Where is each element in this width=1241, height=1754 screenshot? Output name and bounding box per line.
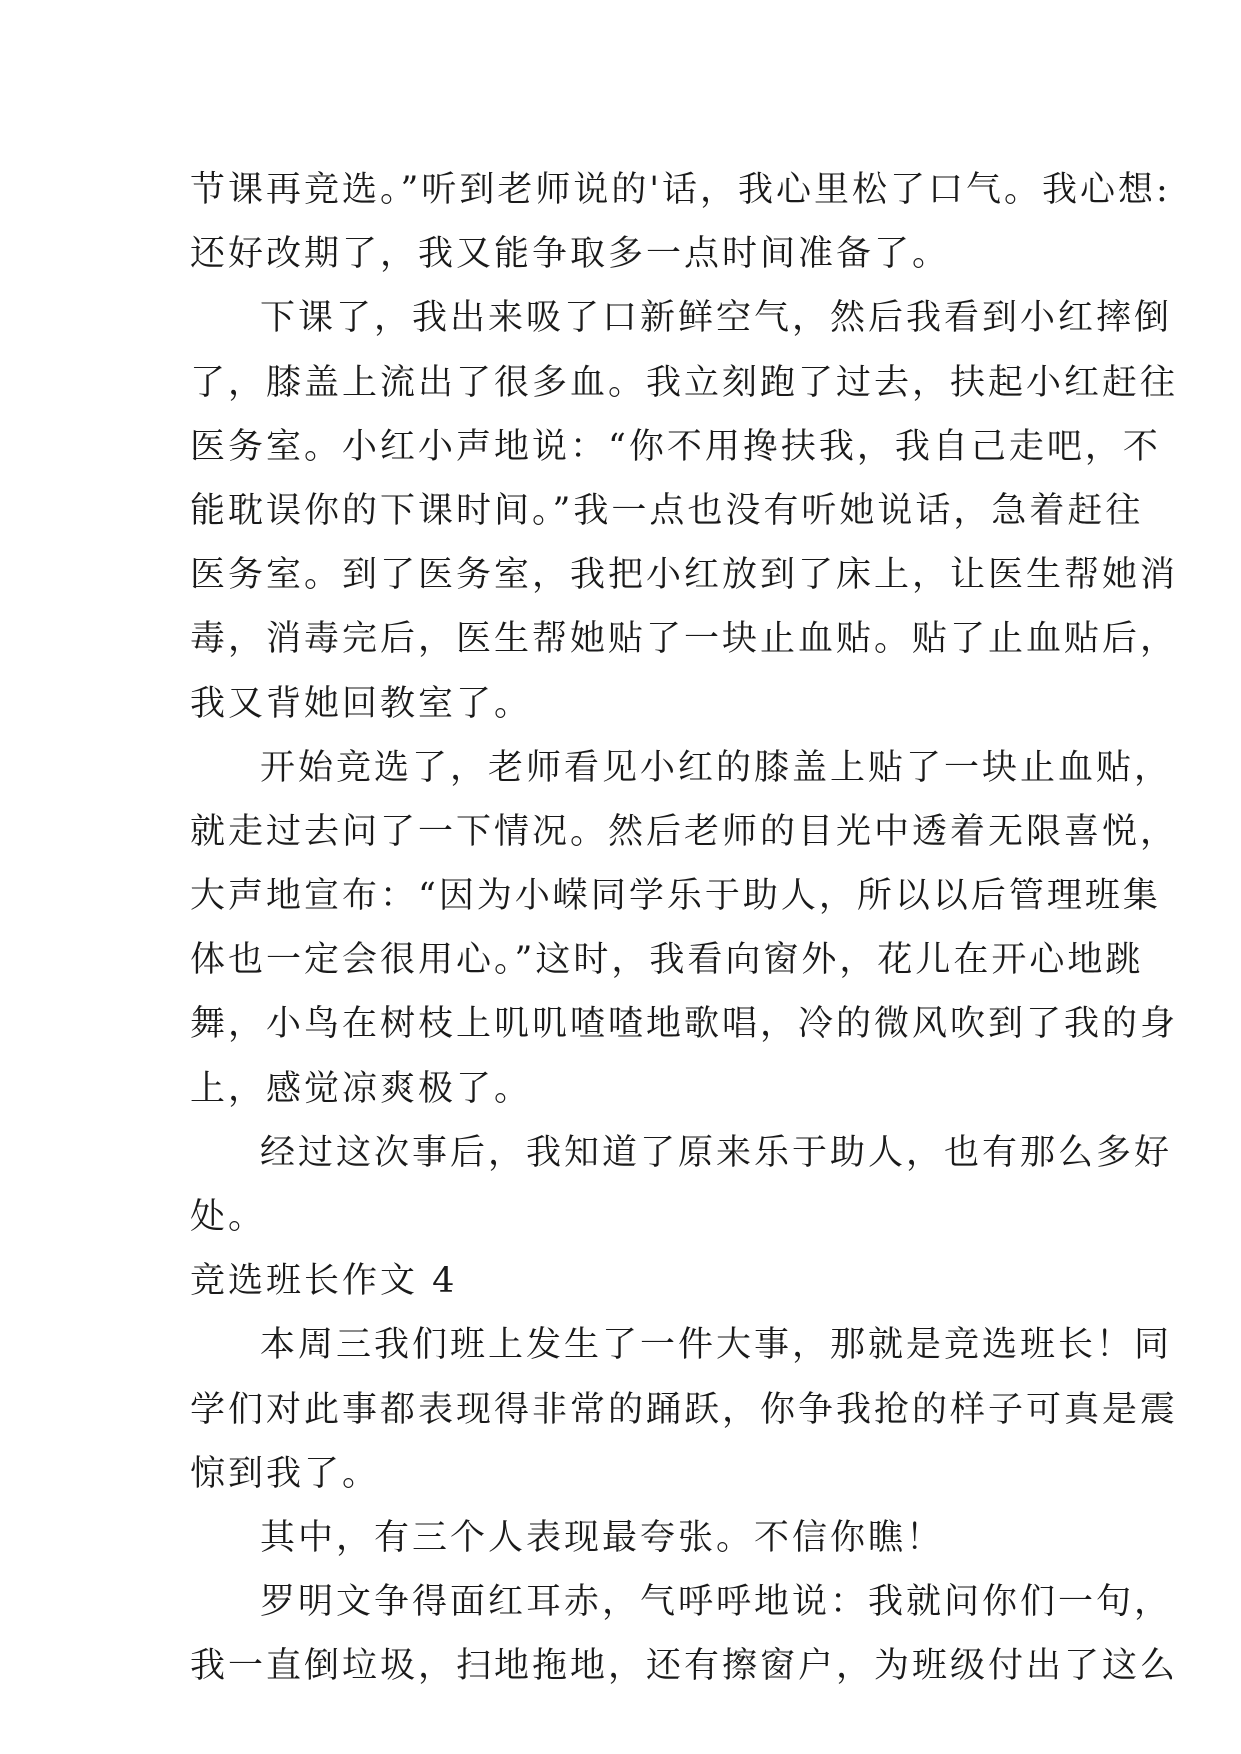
paragraph-first-line: 经过这次事后，我知道了原来乐于助人，也有那么多好 [260, 1132, 1173, 1173]
paragraph-first-line: 罗明文争得面红耳赤，气呼呼地说：我就问你们一句， [260, 1582, 1173, 1623]
text-line: 学们对此事都表现得非常的踊跃，你争我抢的样子可真是震 [190, 1389, 1179, 1430]
text-line: 节课再竞选。”听到老师说的'话，我心里松了口气。我心想: [190, 170, 1171, 210]
text-line: 上，感觉凉爽极了。 [190, 1068, 533, 1109]
text-line: 能耽误你的下课时间。”我一点也没有听她说话，急着赶往 [190, 490, 1144, 531]
text-line: 体也一定会很用心。”这时，我看向窗外，花儿在开心地跳 [190, 940, 1144, 981]
text-line: 就走过去问了一下情况。然后老师的目光中透着无限喜悦， [190, 811, 1179, 852]
text-line: 了，膝盖上流出了很多血。我立刻跑了过去，扶起小红赶往 [190, 362, 1179, 403]
text-line: 舞，小鸟在树枝上叽叽喳喳地歌唱，冷的微风吹到了我的身 [190, 1004, 1179, 1045]
text-line: 我一直倒垃圾，扫地拖地，还有擦窗户，为班级付出了这么 [190, 1646, 1179, 1687]
text-line: 我又背她回教室了。 [190, 683, 533, 724]
text-line: 大声地宣布：“因为小嵘同学乐于助人，所以以后管理班集 [190, 876, 1161, 917]
document-body [190, 158, 1179, 1699]
paragraph-first-line: 本周三我们班上发生了一件大事，那就是竞选班长！同 [260, 1325, 1173, 1366]
text-line: 医务室。小红小声地说：“你不用搀扶我，我自己走吧，不 [190, 426, 1161, 467]
section-heading: 竞选班长作文 4 [190, 1261, 458, 1302]
text-line: 处。 [190, 1197, 267, 1237]
text-line: 医务室。到了医务室，我把小红放到了床上，让医生帮她消 [190, 555, 1179, 596]
paragraph-first-line: 其中，有三个人表现最夸张。不信你瞧！ [260, 1517, 945, 1558]
paragraph-first-line: 开始竞选了，老师看见小红的膝盖上贴了一块止血贴， [260, 747, 1173, 788]
text-line: 还好改期了，我又能争取多一点时间准备了。 [190, 234, 951, 275]
text-line: 毒，消毒完后，医生帮她贴了一块止血贴。贴了止血贴后， [190, 619, 1179, 660]
paragraph-first-line: 下课了，我出来吸了口新鲜空气，然后我看到小红摔倒 [260, 298, 1173, 339]
text-line: 惊到我了。 [190, 1453, 381, 1494]
